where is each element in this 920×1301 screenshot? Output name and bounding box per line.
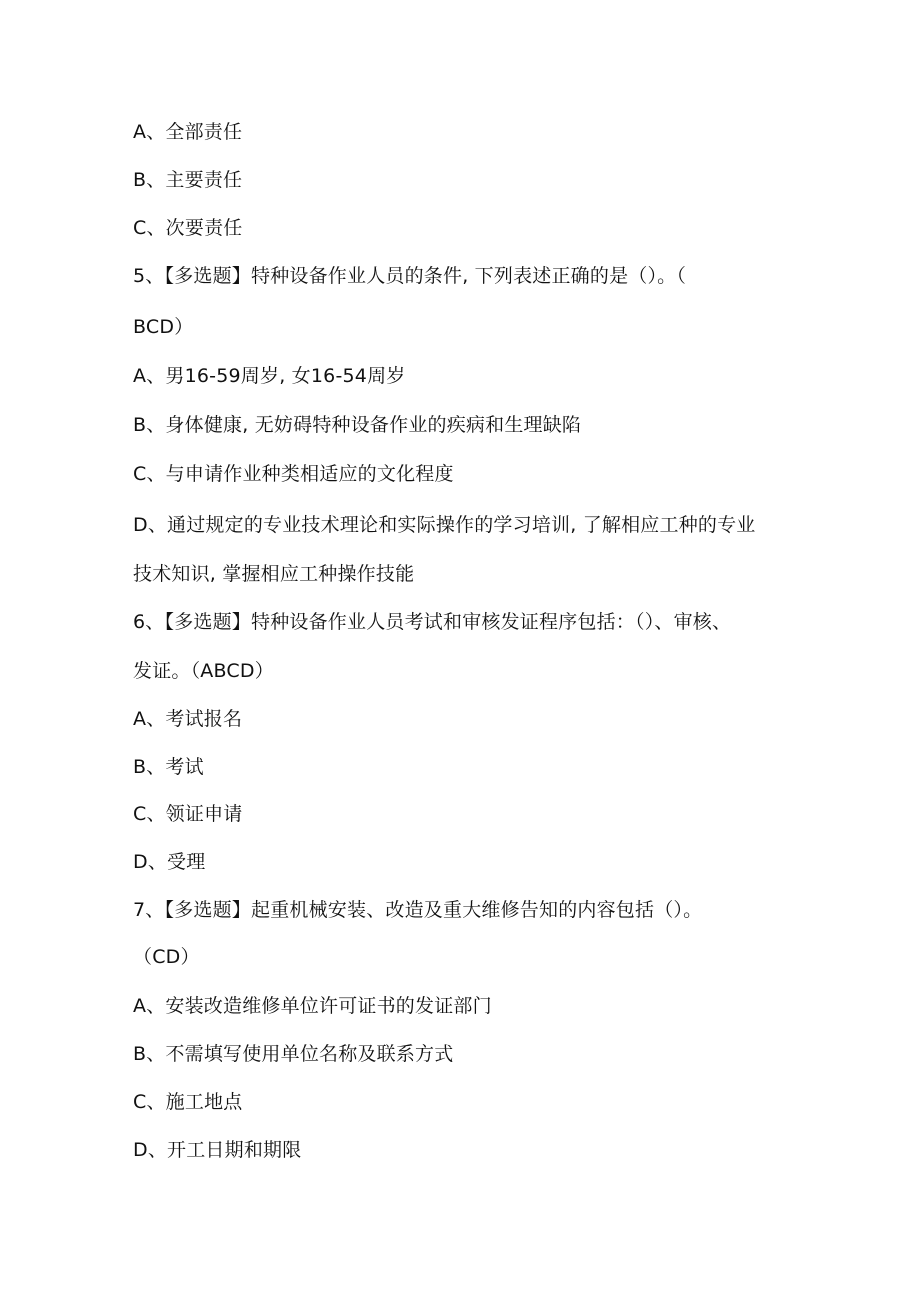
question-6: 6、【多选题】特种设备作业人员考试和审核发证程序包括：（）、审核、 bbox=[133, 611, 732, 633]
option-4c: C、次要责任 bbox=[133, 217, 243, 239]
option-7d: D、开工日期和期限 bbox=[133, 1139, 302, 1161]
question-7-answer: （CD） bbox=[133, 946, 200, 968]
question-5: 5、【多选题】特种设备作业人员的条件, 下列表述正确的是（）。（ bbox=[133, 265, 687, 287]
option-6a: A、考试报名 bbox=[133, 708, 243, 730]
option-5d-continued: 技术知识, 掌握相应工种操作技能 bbox=[133, 563, 415, 585]
option-5b: B、身体健康, 无妨碍特种设备作业的疾病和生理缺陷 bbox=[133, 414, 582, 436]
option-7a: A、安装改造维修单位许可证书的发证部门 bbox=[133, 995, 492, 1017]
question-5-answer: BCD） bbox=[133, 316, 194, 338]
option-6c: C、领证申请 bbox=[133, 803, 243, 825]
option-4a: A、全部责任 bbox=[133, 121, 243, 143]
option-6b: B、考试 bbox=[133, 756, 204, 778]
option-4b: B、主要责任 bbox=[133, 169, 243, 191]
question-6-answer: 发证。（ABCD） bbox=[133, 660, 274, 682]
question-7: 7、【多选题】起重机械安装、改造及重大维修告知的内容包括（）。 bbox=[133, 899, 703, 921]
option-7c: C、施工地点 bbox=[133, 1091, 243, 1113]
option-7b: B、不需填写使用单位名称及联系方式 bbox=[133, 1043, 454, 1065]
option-5c: C、与申请作业种类相适应的文化程度 bbox=[133, 463, 454, 485]
option-5a: A、男16-59周岁, 女16-54周岁 bbox=[133, 365, 406, 387]
option-6d: D、受理 bbox=[133, 851, 206, 873]
option-5d: D、通过规定的专业技术理论和实际操作的学习培训, 了解相应工种的专业 bbox=[133, 514, 756, 536]
